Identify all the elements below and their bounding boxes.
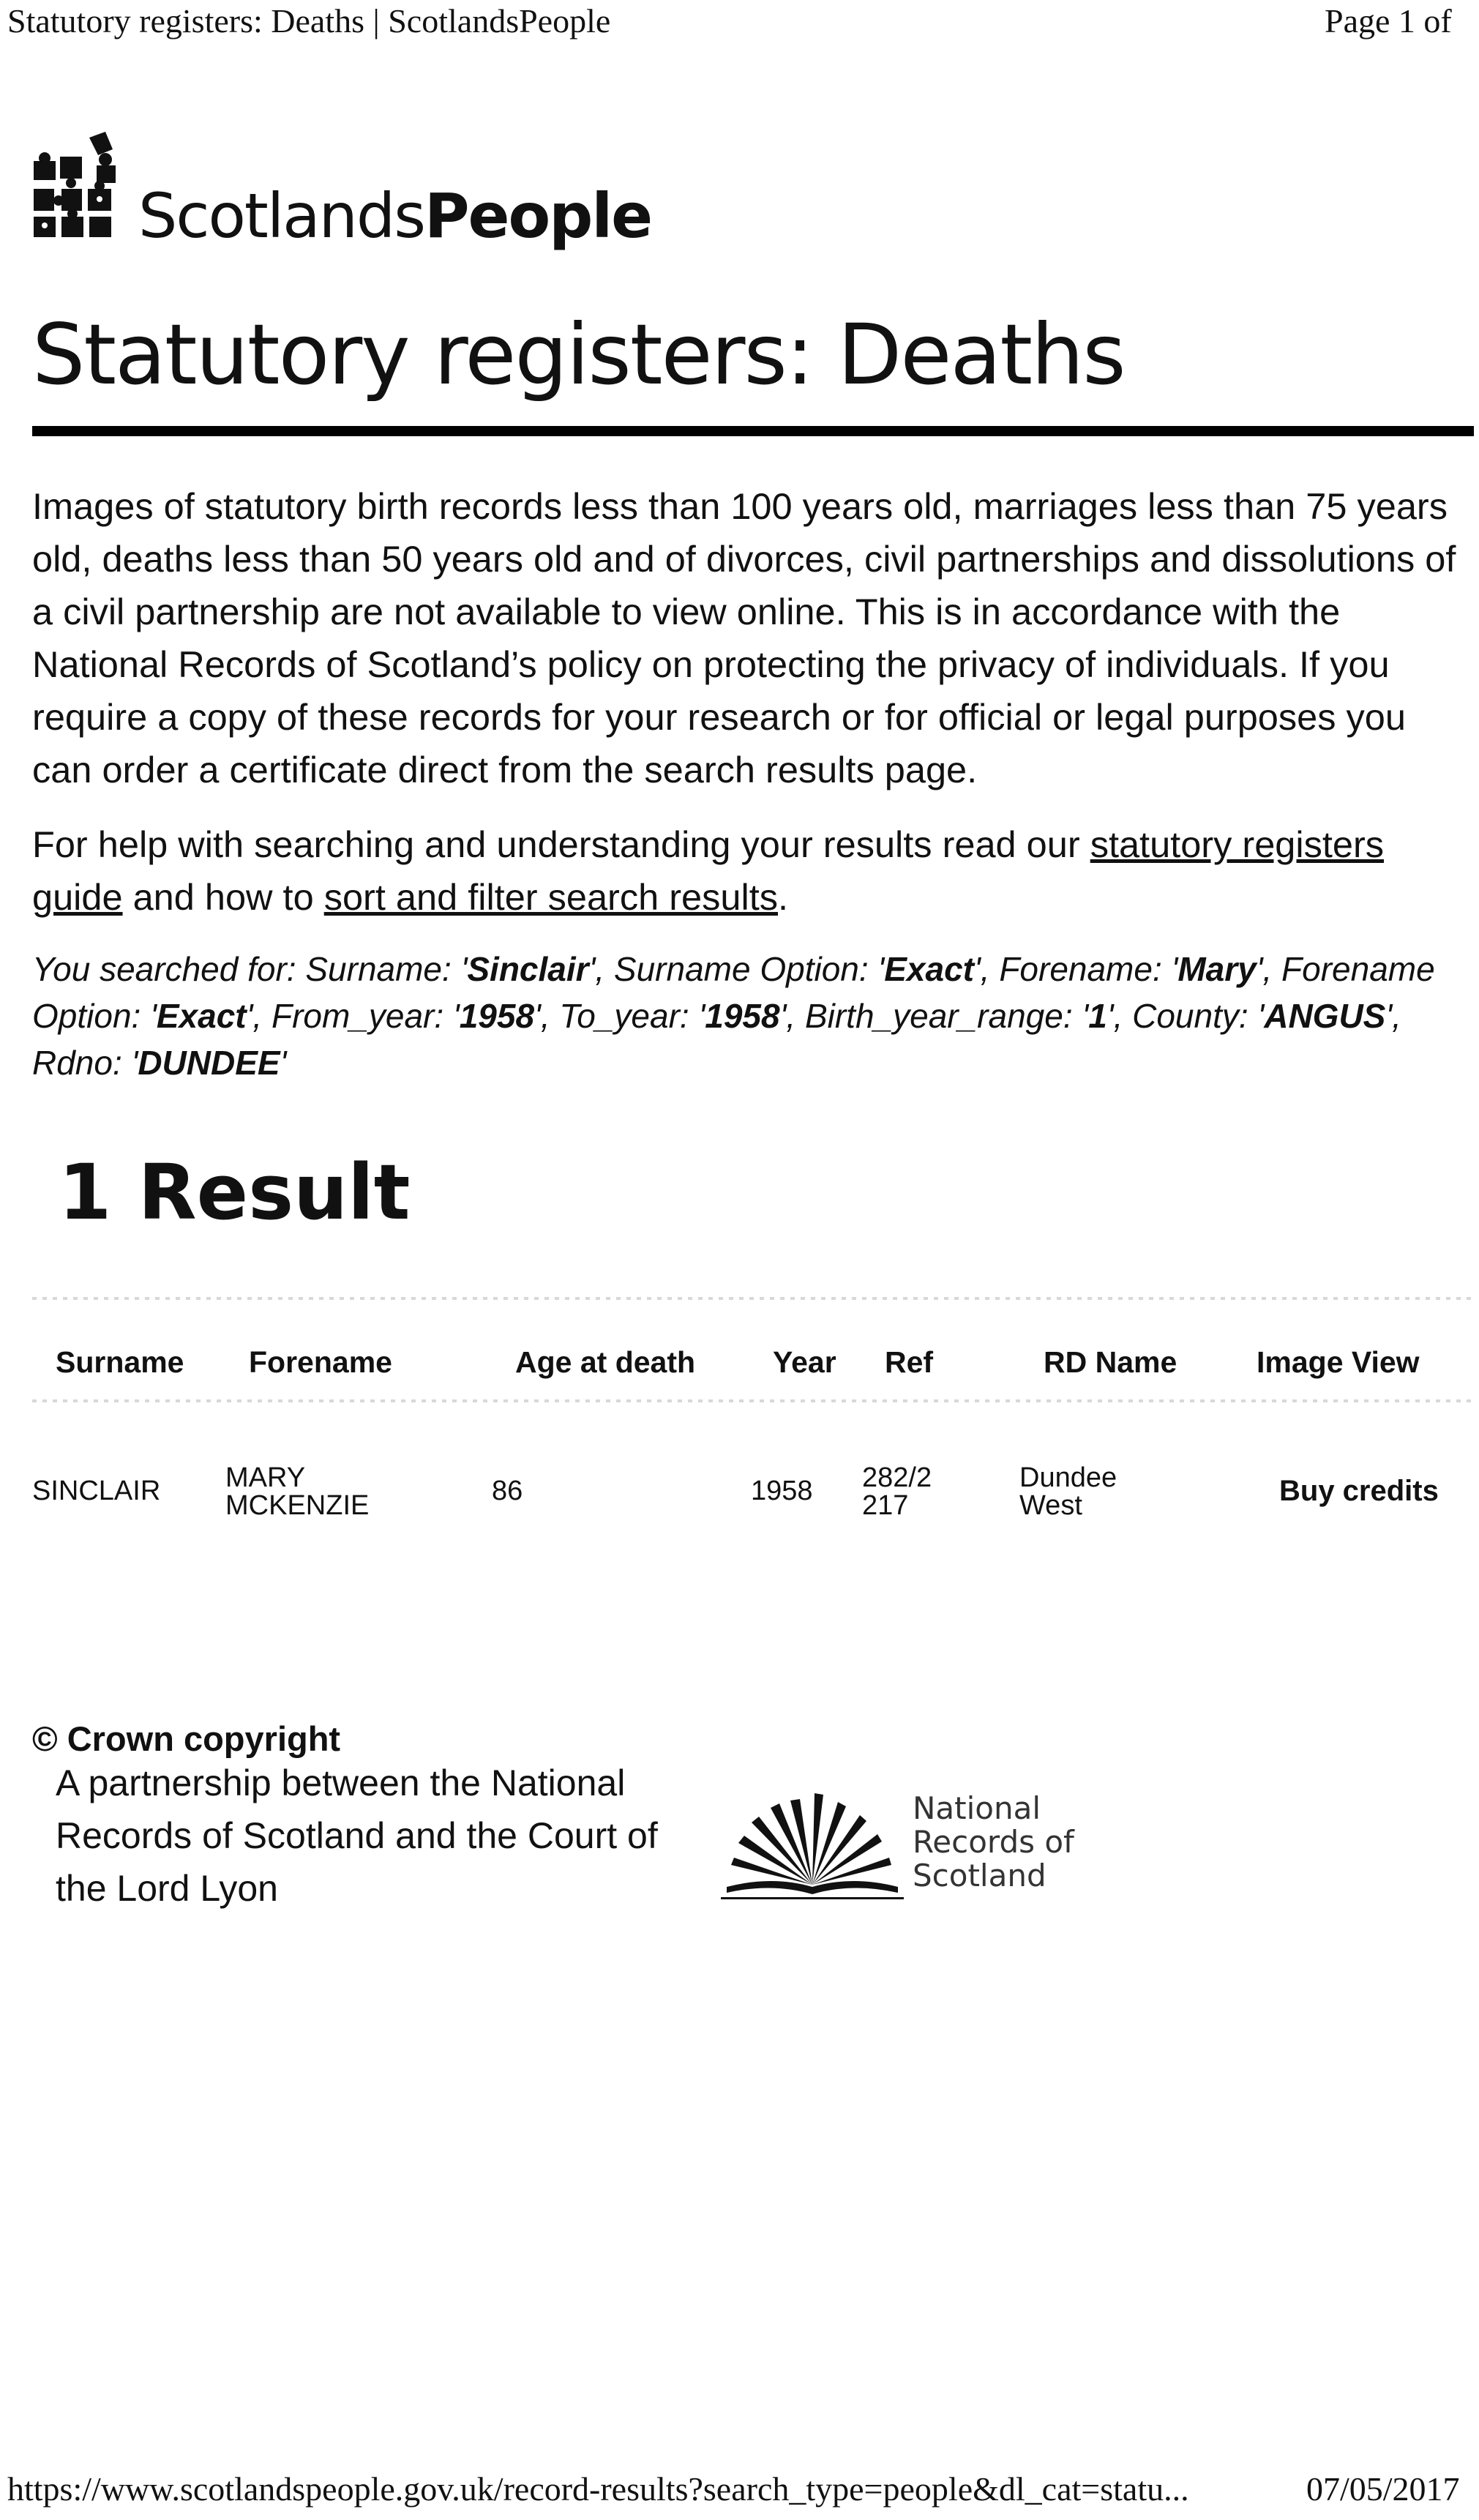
statutory-registers-guide-link[interactable]: statutory registers guide <box>32 823 1385 918</box>
search-criterion-value: Sinclair <box>467 950 589 988</box>
help-prefix: For help with searching and understanding your results read our <box>32 823 1090 865</box>
column-header-age[interactable]: Age at death <box>515 1345 696 1379</box>
search-criterion: From_year: '1958', <box>271 997 560 1035</box>
brand-name-light: Scotlands <box>138 180 424 252</box>
puzzle-pieces-icon <box>32 132 142 242</box>
search-criterion: To_year: '1958', <box>559 997 805 1035</box>
search-criterion: Birth_year_range: '1', <box>804 997 1133 1035</box>
cell-forename-line1: MARY <box>225 1462 306 1493</box>
cell-age: 86 <box>492 1476 523 1506</box>
table-top-divider <box>32 1297 1474 1300</box>
search-criterion: County: 'ANGUS', <box>1132 997 1401 1035</box>
cell-ref-line2: 217 <box>862 1490 909 1521</box>
search-criterion-value: ANGUS <box>1264 997 1386 1035</box>
print-footer-date: 07/05/2017 <box>1306 2470 1460 2508</box>
cell-ref <box>862 1464 932 1519</box>
column-header-rd-name[interactable]: RD Name <box>1044 1345 1177 1379</box>
search-criteria <box>32 946 1474 1086</box>
search-criterion: Surname: 'Sinclair', <box>305 950 614 988</box>
national-records-logo[interactable] <box>721 1786 1101 1903</box>
brand-name <box>138 180 651 252</box>
print-header <box>0 1 1479 45</box>
search-criterion: Surname Option: 'Exact', <box>613 950 1000 988</box>
search-criterion-value: DUNDEE <box>138 1044 280 1082</box>
column-header-forename[interactable]: Forename <box>249 1345 392 1379</box>
page-title: Statutory registers: Deaths <box>32 306 1125 403</box>
crown-copyright: © Crown copyright <box>32 1719 341 1758</box>
sort-filter-results-link[interactable]: sort and filter search results <box>323 876 778 918</box>
search-criterion-value: 1958 <box>459 997 535 1035</box>
cell-rd-name-line2: West <box>1019 1490 1082 1521</box>
print-header-page: Page 1 of <box>1325 2 1452 40</box>
column-header-image-view: Image View <box>1257 1345 1420 1379</box>
cell-forename-line2: MCKENZIE <box>225 1490 370 1521</box>
cell-year: 1958 <box>751 1476 813 1506</box>
search-criterion-value: Exact <box>156 997 247 1035</box>
search-criterion-value: Exact <box>884 950 974 988</box>
print-header-title: Statutory registers: Deaths | ScotlandsPeople <box>7 2 611 40</box>
cell-rd-name-line1: Dundee <box>1019 1462 1117 1493</box>
result-count: 1 Result <box>59 1148 411 1237</box>
search-criterion: Forename: 'Mary', <box>999 950 1282 988</box>
search-criteria-label: You searched for: <box>32 950 306 988</box>
brand-name-bold: People <box>424 180 652 252</box>
column-header-surname[interactable]: Surname <box>56 1345 184 1379</box>
help-paragraph <box>32 818 1474 924</box>
cell-ref-line1: 282/2 <box>862 1462 932 1493</box>
search-criterion-value: 1958 <box>705 997 780 1035</box>
cell-surname: SINCLAIR <box>32 1476 161 1506</box>
print-footer <box>0 2469 1479 2513</box>
print-footer-url: https://www.scotlandspeople.gov.uk/record-results?search_type=people&dl_cat=statu... <box>7 2470 1189 2508</box>
cell-rd-name <box>1019 1464 1117 1519</box>
partnership-text: A partnership between the National Records of Scotland and the Court of the Lord Lyon <box>56 1762 658 1909</box>
title-divider <box>32 426 1474 436</box>
search-criterion-value: 1 <box>1088 997 1107 1035</box>
search-criterion: Rdno: 'DUNDEE' <box>32 1044 287 1082</box>
help-middle: and how to <box>122 876 324 918</box>
sunburst-book-icon <box>721 1786 904 1903</box>
search-criterion-value: Mary <box>1177 950 1257 988</box>
intro-paragraph: Images of statutory birth records less than 100 years old, marriages less than 75 years old, deaths less than 50 years old and of divorces, civil partnerships and dissolutions of a civil partnership are not available to view online. This is in accordance with the National Records of Scotland’s policy on protecting the privacy of individuals. If you require a copy of these records for your research or for official or legal purposes you can order a certificate direct from the search results page. <box>32 485 1456 790</box>
cell-forename <box>225 1464 369 1519</box>
column-header-ref[interactable]: Ref <box>885 1345 934 1379</box>
column-header-year[interactable]: Year <box>773 1345 836 1379</box>
table-header-divider <box>32 1399 1474 1402</box>
scotlandspeople-logo[interactable] <box>32 132 691 252</box>
search-criterion: Forename Option: 'Exact', <box>32 950 1435 1035</box>
nrs-logo-text: National Records of Scotland <box>913 1790 1074 1893</box>
buy-credits-link[interactable]: Buy credits <box>1279 1475 1439 1507</box>
help-suffix: . <box>777 876 789 918</box>
